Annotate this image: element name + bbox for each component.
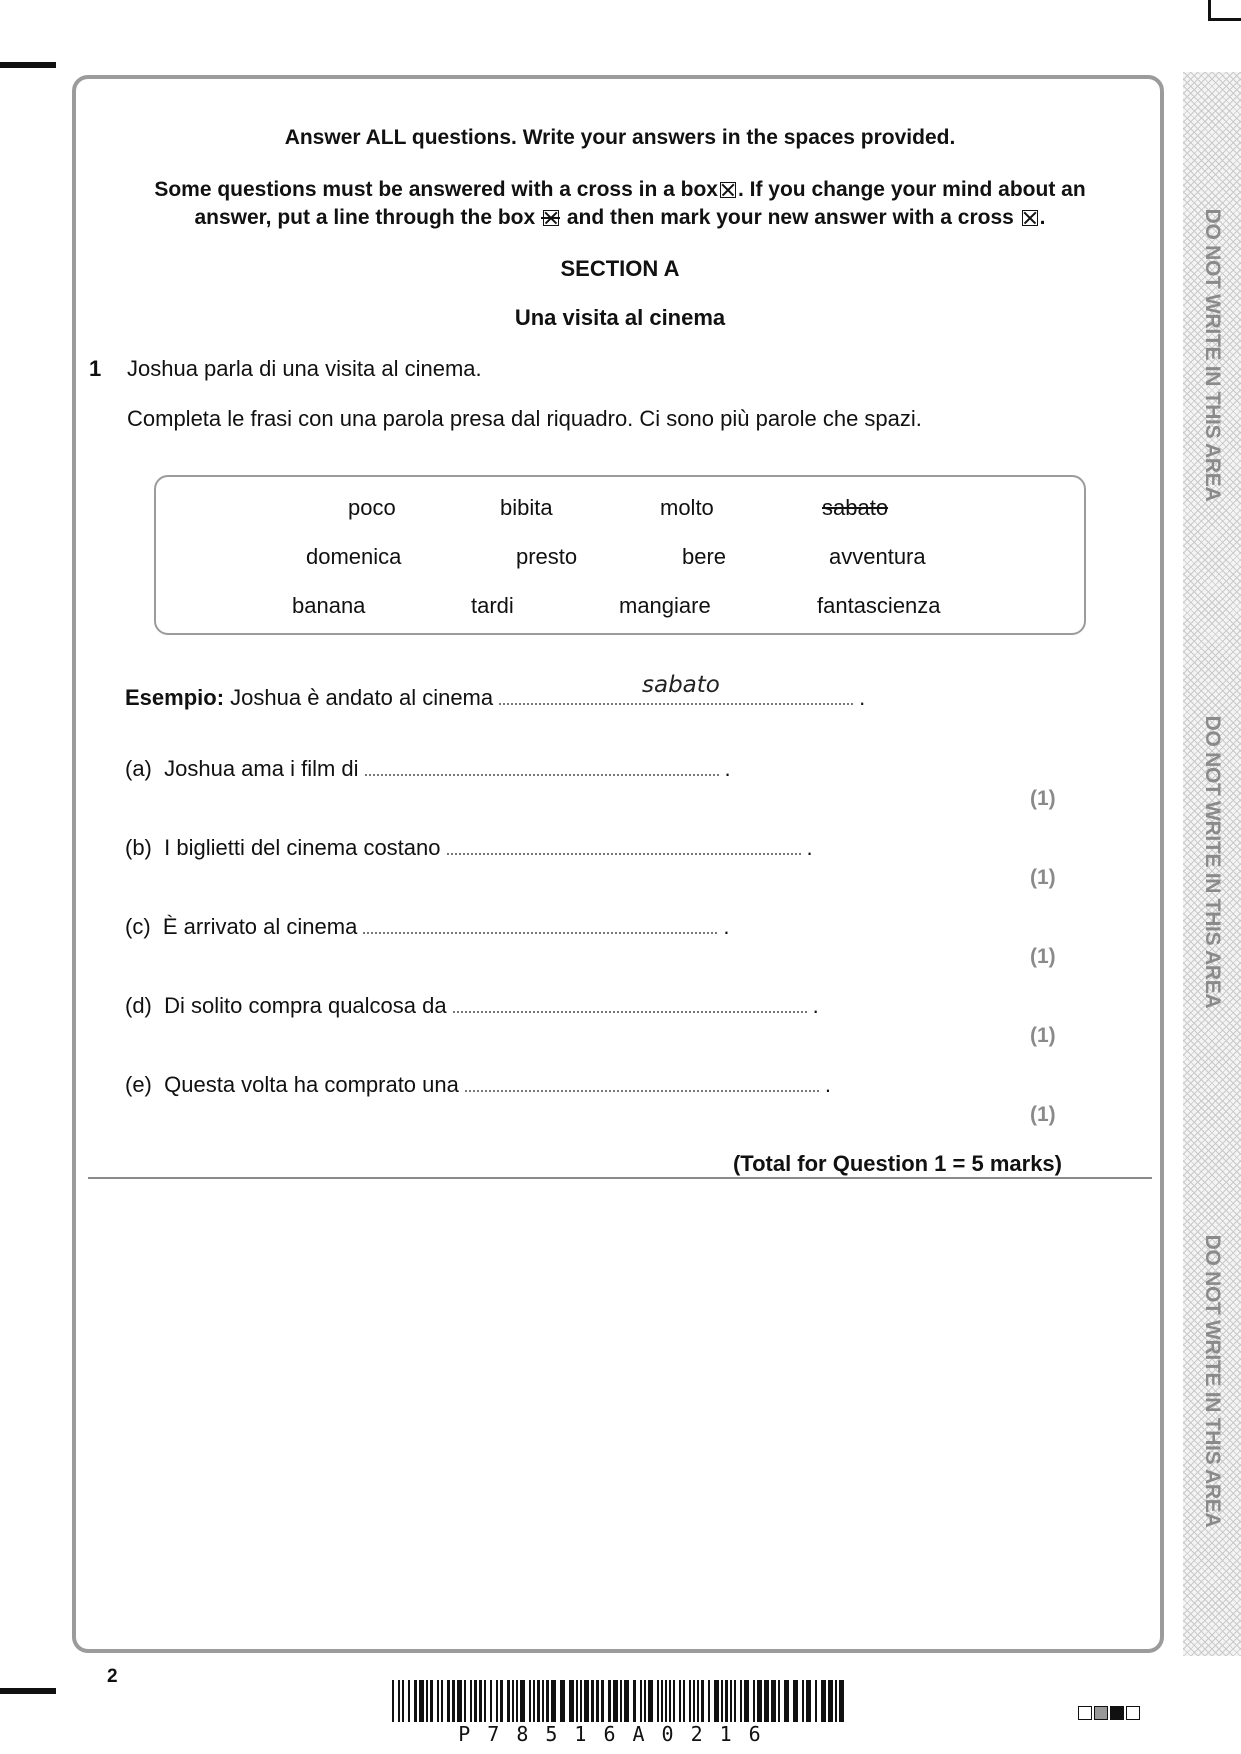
print-registration-squares — [1078, 1706, 1140, 1720]
barcode-bar — [441, 1680, 443, 1722]
barcode-bar — [392, 1680, 394, 1722]
barcode-bar — [679, 1680, 681, 1722]
barcode-bar — [419, 1680, 424, 1722]
barcode-bar — [560, 1680, 565, 1722]
barcode-bar — [551, 1680, 556, 1722]
barcode-bar — [414, 1680, 417, 1722]
barcode-bar — [546, 1680, 549, 1722]
barcode-bar — [624, 1680, 629, 1722]
barcode-bar — [520, 1680, 525, 1722]
barcode-bar — [708, 1680, 710, 1722]
barcode-bar — [447, 1680, 450, 1722]
barcode-bar — [490, 1680, 492, 1722]
barcode — [392, 1680, 844, 1722]
barcode-bar — [802, 1680, 804, 1722]
barcode-bar — [584, 1680, 589, 1722]
question-item-d: (d) Di solito compra qualcosa da . — [125, 993, 819, 1018]
barcode-bar — [648, 1680, 653, 1722]
question-instruction: Completa le frasi con una parola presa dal riquadro. Ci sono più parole che spazi. — [127, 406, 922, 431]
barcode-bar — [730, 1680, 732, 1722]
question-item-a: (a) Joshua ama i film di . — [125, 756, 731, 781]
barcode-bar — [673, 1680, 675, 1722]
barcode-bar — [533, 1680, 535, 1722]
barcode-bar — [757, 1680, 762, 1722]
barcode-bar — [601, 1680, 604, 1722]
barcode-bar — [608, 1680, 611, 1722]
barcode-bar — [821, 1680, 826, 1722]
crossed-box-icon — [720, 182, 736, 198]
question-total: (Total for Question 1 = 5 marks) — [732, 1151, 1062, 1176]
barcode-bar — [591, 1680, 594, 1722]
barcode-bar — [689, 1680, 691, 1722]
barcode-bar — [537, 1680, 540, 1722]
barcode-text: P78516A0216 — [458, 1722, 778, 1746]
struck-crossed-box-icon — [543, 210, 559, 226]
answer-line[interactable] — [453, 1010, 807, 1013]
question-item-b: (b) I biglietti del cinema costano . — [125, 835, 813, 860]
crop-mark — [1208, 18, 1241, 21]
word-option: domenica — [306, 544, 402, 569]
barcode-bar — [470, 1680, 472, 1722]
word-option: molto — [660, 495, 714, 520]
barcode-bar — [542, 1680, 544, 1722]
barcode-bar — [402, 1680, 404, 1722]
barcode-bar — [721, 1680, 723, 1722]
barcode-bar — [784, 1680, 789, 1722]
mark-allocation: (1) — [1030, 945, 1056, 968]
barcode-bar — [496, 1680, 498, 1722]
word-option: bere — [682, 544, 727, 569]
barcode-bar — [500, 1680, 503, 1722]
barcode-bar — [640, 1680, 642, 1722]
barcode-bar — [753, 1680, 755, 1722]
answer-line — [499, 702, 853, 705]
word-option: fantascienza — [817, 593, 941, 618]
word-option: tardi — [471, 593, 514, 618]
barcode-bar — [613, 1680, 618, 1722]
barcode-bar — [569, 1680, 574, 1722]
barcode-bar — [793, 1680, 798, 1722]
question-number: 1 — [89, 356, 102, 381]
barcode-bar — [806, 1680, 811, 1722]
crossed-box-icon — [1022, 210, 1038, 226]
barcode-bar — [474, 1680, 477, 1722]
answer-line[interactable] — [447, 852, 801, 855]
example-row: Esempio: Joshua è andato al cinema . — [125, 685, 866, 710]
barcode-bar — [661, 1680, 663, 1722]
answer-line[interactable] — [465, 1089, 819, 1092]
word-option: avventura — [829, 544, 926, 569]
crop-mark — [0, 62, 56, 68]
barcode-bar — [815, 1680, 817, 1722]
barcode-bar — [644, 1680, 646, 1722]
barcode-bar — [580, 1680, 582, 1722]
barcode-bar — [693, 1680, 695, 1722]
barcode-bar — [657, 1680, 659, 1722]
barcode-bar — [633, 1680, 636, 1722]
barcode-bar — [771, 1680, 776, 1722]
word-option: bibita — [500, 495, 553, 520]
barcode-bar — [596, 1680, 599, 1722]
word-option: banana — [292, 593, 366, 618]
barcode-bar — [507, 1680, 510, 1722]
barcode-bar — [529, 1680, 531, 1722]
mark-allocation: (1) — [1030, 1103, 1056, 1126]
barcode-bar — [778, 1680, 780, 1722]
barcode-bar — [408, 1680, 410, 1722]
barcode-bar — [516, 1680, 518, 1722]
barcode-bar — [665, 1680, 667, 1722]
barcode-bar — [701, 1680, 704, 1722]
question-item-c: (c) È arrivato al cinema . — [125, 914, 730, 939]
mark-allocation: (1) — [1030, 1024, 1056, 1047]
word-option: presto — [516, 544, 578, 569]
mark-allocation: (1) — [1030, 866, 1056, 889]
barcode-bar — [426, 1680, 428, 1722]
instruction-line: Answer ALL questions. Write your answers in the spaces provided. — [284, 126, 956, 149]
example-text: Joshua è andato al cinema — [230, 685, 494, 710]
page-number: 2 — [107, 1666, 118, 1687]
instruction-cross-box: Some questions must be answered with a cross in a box . If you change your mind about an answer, put a line through the box and then mark your new answer with a cross . — [154, 178, 1086, 229]
section-subtitle: Una visita al cinema — [514, 305, 726, 330]
barcode-bar — [620, 1680, 622, 1722]
crop-mark — [1208, 0, 1211, 20]
barcode-bar — [828, 1680, 833, 1722]
barcode-bar — [576, 1680, 578, 1722]
word-option: mangiare — [619, 593, 711, 618]
barcode-bar — [437, 1680, 439, 1722]
mark-allocation: (1) — [1030, 787, 1056, 810]
barcode-bar — [683, 1680, 685, 1722]
barcode-bar — [398, 1680, 400, 1722]
barcode-bar — [452, 1680, 455, 1722]
barcode-bar — [669, 1680, 671, 1722]
barcode-bar — [764, 1680, 769, 1722]
barcode-bar — [839, 1680, 844, 1722]
crop-mark — [0, 1688, 56, 1694]
barcode-bar — [464, 1680, 466, 1722]
barcode-bar — [484, 1680, 486, 1722]
divider — [88, 1177, 1152, 1179]
barcode-bar — [430, 1680, 433, 1722]
word-option-used: sabato — [822, 495, 889, 520]
barcode-bar — [744, 1680, 749, 1722]
barcode-bar — [479, 1680, 482, 1722]
answer-line[interactable] — [363, 931, 717, 934]
barcode-bar — [725, 1680, 728, 1722]
question-intro: Joshua parla di una visita al cinema. — [127, 356, 482, 381]
barcode-bar — [714, 1680, 719, 1722]
word-option: poco — [348, 495, 396, 520]
example-label: Esempio: — [125, 685, 225, 710]
example-answer: sabato — [642, 672, 720, 698]
barcode-bar — [734, 1680, 736, 1722]
barcode-bar — [835, 1680, 837, 1722]
answer-line[interactable] — [365, 773, 719, 776]
barcode-bar — [740, 1680, 742, 1722]
barcode-bar — [697, 1680, 699, 1722]
barcode-bar — [457, 1680, 462, 1722]
section-title: SECTION A — [560, 256, 680, 281]
question-item-e: (e) Questa volta ha comprato una . — [125, 1072, 831, 1097]
barcode-bar — [512, 1680, 514, 1722]
